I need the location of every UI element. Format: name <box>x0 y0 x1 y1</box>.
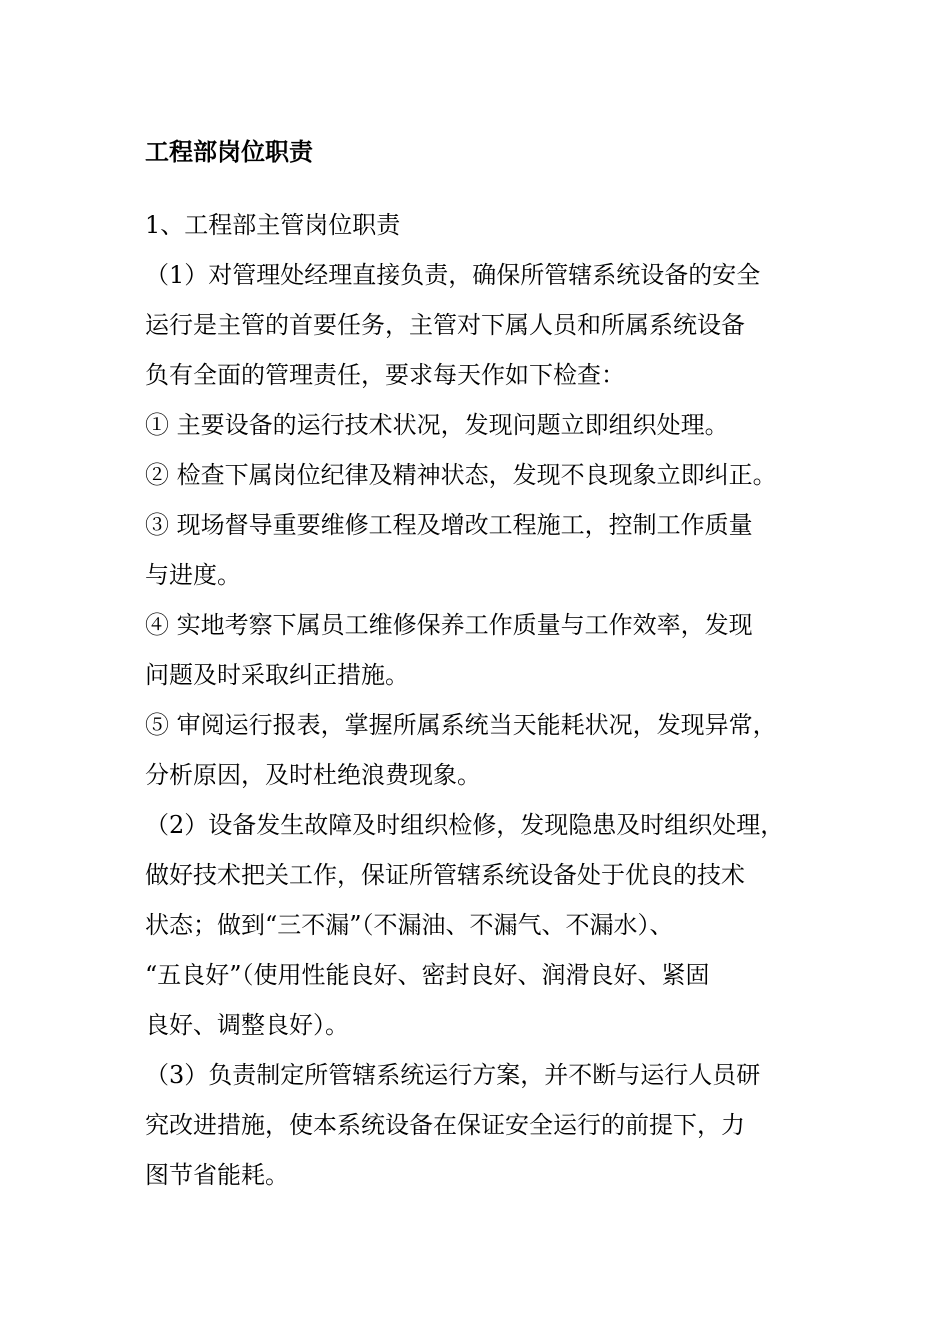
body-line: 良好、调整良好）。 <box>145 1011 349 1039</box>
body-line: （3）负责制定所管辖系统运行方案，并不断与运行人员研 <box>145 1061 761 1089</box>
document-title: 工程部岗位职责 <box>145 137 313 166</box>
body-line: 与进度。 <box>145 561 241 589</box>
body-line: 究改进措施，使本系统设备在保证安全运行的前提下，力 <box>145 1111 745 1139</box>
body-line: ③ 现场督导重要维修工程及增改工程施工，控制工作质量 <box>145 511 753 539</box>
body-line: ⑤ 审阅运行报表，掌握所属系统当天能耗状况，发现异常， <box>145 711 777 739</box>
body-line: 问题及时采取纠正措施。 <box>145 661 409 689</box>
body-line: （1）对管理处经理直接负责，确保所管辖系统设备的安全 <box>145 261 761 289</box>
section-heading: 1、工程部主管岗位职责 <box>145 211 401 239</box>
body-line: ① 主要设备的运行技术状况，发现问题立即组织处理。 <box>145 411 729 439</box>
body-line: 分析原因，及时杜绝浪费现象。 <box>145 761 481 789</box>
body-line: 负有全面的管理责任，要求每天作如下检查： <box>145 361 625 389</box>
body-line: “五良好”（使用性能良好、密封良好、润滑良好、紧固 <box>145 961 710 989</box>
body-line: 状态；做到“三不漏”（不漏油、不漏气、不漏水）、 <box>145 911 674 939</box>
body-line: 图节省能耗。 <box>145 1161 289 1189</box>
body-line: ② 检查下属岗位纪律及精神状态，发现不良现象立即纠正。 <box>145 461 777 489</box>
body-line: （2）设备发生故障及时组织检修，发现隐患及时组织处理， <box>145 811 785 839</box>
body-line: 运行是主管的首要任务，主管对下属人员和所属系统设备 <box>145 311 745 339</box>
body-line: 做好技术把关工作，保证所管辖系统设备处于优良的技术 <box>145 861 745 889</box>
body-line: ④ 实地考察下属员工维修保养工作质量与工作效率，发现 <box>145 611 753 639</box>
